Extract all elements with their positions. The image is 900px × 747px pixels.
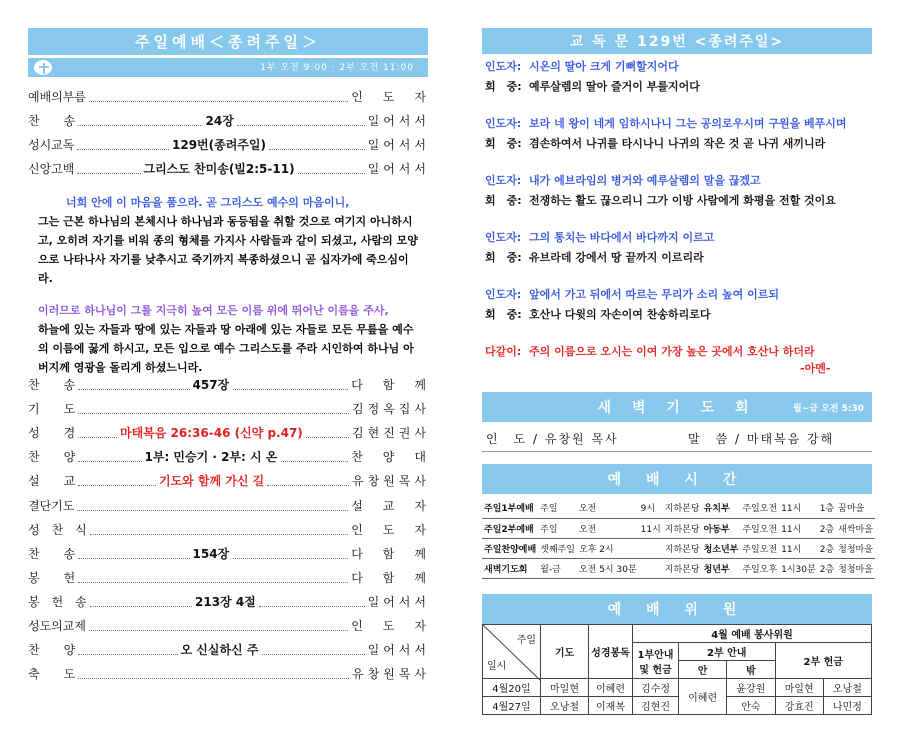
dot-leader	[259, 593, 365, 607]
order-row	[28, 617, 430, 635]
leader-line: 인도자: 시온의 딸아 크게 기뻐할지어다	[485, 60, 679, 73]
dot-leader	[77, 136, 169, 150]
order-item-leader: 김정옥집사	[352, 402, 430, 417]
order-item-label: 축 도	[28, 667, 76, 682]
dot-leader	[237, 112, 366, 126]
schedule-row: 새벽기도회 월-금 오전 5시 30분 지하본당 청년부 주일오후 1시30분 2층 청청마을	[482, 558, 875, 578]
congregation-line: 회 중: 예루살렘의 딸아 즐거이 부를지어다	[485, 80, 700, 93]
p2-header: 2부 안내	[679, 643, 776, 661]
dot-leader	[78, 545, 190, 559]
order-row	[28, 665, 430, 683]
dot-leader	[78, 400, 349, 414]
dot-leader	[233, 545, 349, 559]
p2-offering-header: 2부 헌금	[775, 643, 872, 679]
cross-icon	[32, 58, 54, 77]
dot-leader	[89, 617, 348, 631]
worship-title: 주일예배＜종려주일＞	[28, 28, 428, 55]
creed-paragraph-2: 이러므로 하나님이 그를 지극히 높여 모든 이름 위에 뛰어난 이름을 주사, 하늘에 있는 자들과 땅에 있는 자들과 땅 아래에 있는 자들로 모든 무릎을 예수의 이름에 꿇게 하시고, 모든 입으로 예수 그리스도를 주라 시인하여 하나님 아버지께 영광을 돌리게 하셨느니라.	[38, 304, 414, 374]
order-row	[28, 160, 430, 178]
dot-leader	[78, 569, 348, 583]
dot-leader	[298, 160, 366, 174]
order-row	[28, 569, 430, 587]
order-item-leader: 일어서서	[367, 138, 430, 153]
order-item-leader: 설 교 자	[351, 498, 430, 513]
dot-leader	[269, 136, 365, 150]
order-item-leader: 찬 양 대	[351, 450, 430, 465]
order-item-leader: 일어서서	[367, 594, 430, 609]
order-item-detail: 129번(종려주일)	[172, 138, 266, 153]
dawn-prayer-info: 인 도 / 유창원 목사 말 씀 / 마태복음 강해	[482, 424, 872, 452]
order-item-leader: 유창원목사	[352, 667, 430, 682]
dot-leader	[90, 593, 192, 607]
order-item-label: 성시교독	[28, 138, 75, 153]
congregation-line: 회 중: 전쟁하는 활도 끊으리니 그가 이방 사람에게 화평을 전할 것이요	[485, 194, 836, 207]
service-times-title: 예 배 시 간	[482, 464, 872, 494]
leader-line: 인도자: 내가 에브라임의 병거와 예루살렘의 말을 끊겠고	[485, 174, 761, 187]
order-row	[28, 593, 430, 611]
order-item-leader: 김현진권사	[352, 426, 430, 441]
order-item-label: 신앙고백	[28, 162, 75, 177]
order-item-detail: 213장 4절	[195, 594, 256, 609]
dot-leader	[78, 424, 117, 438]
dot-leader	[77, 160, 141, 174]
order-item-detail: 기도와 함께 가신 길	[159, 474, 265, 489]
congregation-line: 회 중: 겸손하여서 나귀를 타시나니 나귀의 작은 것 곧 나귀 새끼니라	[485, 137, 826, 150]
order-item-label: 기 도	[28, 402, 76, 417]
order-item-label: 봉 헌	[28, 570, 76, 585]
service-times-table	[482, 498, 875, 579]
amen: -아멘-	[800, 362, 831, 375]
order-row	[28, 641, 430, 659]
servants-row: 4월27일 오낭철 이재복 김현진 안숙 강효진 나민정	[483, 697, 872, 715]
dot-leader	[233, 376, 349, 390]
order-item-leader: 일어서서	[367, 162, 430, 177]
order-row	[28, 545, 430, 563]
order-item-label: 찬 양	[28, 643, 76, 658]
order-item-detail: 154장	[192, 546, 230, 561]
creed-paragraph-1: 너희 안에 이 마음을 품으라. 곧 그리스도 예수의 마음이니, 그는 근본 하나님의 본체시나 하나님과 동등됨을 취할 것으로 여기지 아니하시고, 오히려 자기를 비워 종의 형체를 가지사 사람들과 같이 되셨고, 사람의 모양으로 나타나사 자기를 낮추시고 죽기까지 복종하셨으니 곧 십자가에 죽으심이라.	[38, 196, 418, 285]
order-item-leader: 인 도 자	[351, 90, 430, 104]
order-item-label: 예배의부름	[28, 90, 86, 104]
servants-row: 4월20일 마일현 이혜련 김수정 이혜련 윤강원 마일현 오낭철	[483, 679, 872, 697]
order-item-label: 성 찬 식	[28, 522, 87, 537]
date-header: 주일 일시	[483, 625, 541, 679]
time-banner	[28, 58, 428, 77]
together-line: 다같이: 주의 이름으로 오시는 이여 가장 높은 곳에서 호산나 하더라	[485, 345, 815, 358]
congregation-line: 회 중: 호산나 다윗의 자손이여 찬송하리로다	[485, 308, 711, 321]
dot-leader	[78, 448, 142, 462]
order-item-label: 성 경	[28, 426, 76, 441]
month-header: 4월 예배 봉사위원	[633, 625, 872, 643]
order-item-label: 성도의교제	[28, 619, 86, 633]
order-row	[28, 376, 430, 394]
leader-line: 인도자: 그의 통치는 바다에서 바다까지 이르고	[485, 231, 715, 244]
order-item-detail: 마태복음 26:36-46 (신약 p.47)	[120, 426, 303, 441]
order-row	[28, 472, 430, 490]
order-item-label: 찬 송	[28, 546, 76, 561]
order-row	[28, 400, 430, 418]
dot-leader	[90, 521, 348, 535]
schedule-row: 주일1부예배 주일 오전 9시 지하본당 유치부 주일오전 11시 1층 꿈마을	[482, 498, 875, 518]
order-item-label: 봉 헌 송	[28, 594, 87, 609]
congregation-line: 회 중: 유브라데 강에서 땅 끝까지 이르리라	[485, 251, 704, 264]
order-row	[28, 88, 430, 106]
leader-line: 인도자: 보라 네 왕이 네게 임하시나니 그는 공의로우시며 구원을 베푸시며	[485, 117, 847, 130]
dot-leader	[89, 88, 348, 102]
dot-leader	[78, 665, 349, 679]
dot-leader	[78, 641, 178, 655]
dot-leader	[78, 472, 156, 486]
dot-leader	[267, 472, 349, 486]
dot-leader	[77, 497, 348, 511]
order-item-detail: 24장	[205, 114, 234, 129]
order-item-leader: 인 도 자	[351, 619, 430, 633]
in-header: 안	[679, 661, 727, 679]
dot-leader	[78, 376, 190, 390]
order-row	[28, 136, 430, 154]
order-item-label: 찬 송	[28, 114, 76, 129]
order-row	[28, 112, 430, 130]
schedule-row: 주일찬양예배 셋째주일 오후 2시 지하본당 청소년부 주일오전 11시 2층 청청마을	[482, 538, 875, 558]
p1-header: 1부안내 및 헌금	[633, 643, 679, 679]
order-item-detail: 457장	[192, 378, 230, 392]
dawn-prayer-title: 새 벽 기 도 회 월~금 오전 5:30	[482, 392, 872, 422]
out-header: 밖	[727, 661, 775, 679]
order-row	[28, 521, 430, 539]
scripture-header: 성경봉독	[589, 625, 633, 679]
order-item-detail: 1부: 민승기 · 2부: 시 온	[144, 450, 278, 465]
order-item-label: 결단기도	[28, 498, 75, 513]
schedule-row: 주일2부예배 주일 오전 11시 지하본당 아동부 주일오전 11시 2층 새싹마을	[482, 518, 875, 538]
servants-table	[482, 624, 872, 715]
worship-time: 1부 오전 9:00 · 2부 오전 11:00	[260, 63, 414, 73]
dot-leader	[281, 448, 349, 462]
order-item-leader: 다 함 께	[351, 378, 430, 392]
order-item-detail: 그리스도 찬미송(빌2:5-11)	[143, 162, 295, 177]
leader-line: 인도자: 앞에서 가고 뒤에서 따르는 무리가 소리 높여 이르되	[485, 288, 779, 301]
order-item-leader: 일어서서	[367, 114, 430, 129]
responsive-reading-title: 교 독 문 129번 <종려주일>	[482, 28, 872, 54]
order-item-leader: 유창원목사	[352, 474, 430, 489]
order-row	[28, 448, 430, 466]
order-item-leader: 다 함 께	[351, 570, 430, 585]
order-row	[28, 424, 430, 442]
order-item-leader: 다 함 께	[351, 546, 430, 561]
prayer-header: 기도	[541, 625, 589, 679]
order-item-label: 찬 양	[28, 450, 76, 465]
dot-leader	[306, 424, 349, 438]
order-item-label: 찬 송	[28, 378, 76, 392]
order-item-detail: 오 신실하신 주	[180, 643, 259, 658]
order-item-leader: 일어서서	[367, 643, 430, 658]
dot-leader	[78, 112, 203, 126]
order-row	[28, 497, 430, 515]
order-item-label: 설 교	[28, 474, 76, 489]
dot-leader	[262, 641, 366, 655]
servants-title: 예 배 위 원	[482, 594, 872, 624]
order-item-leader: 인 도 자	[351, 522, 430, 537]
